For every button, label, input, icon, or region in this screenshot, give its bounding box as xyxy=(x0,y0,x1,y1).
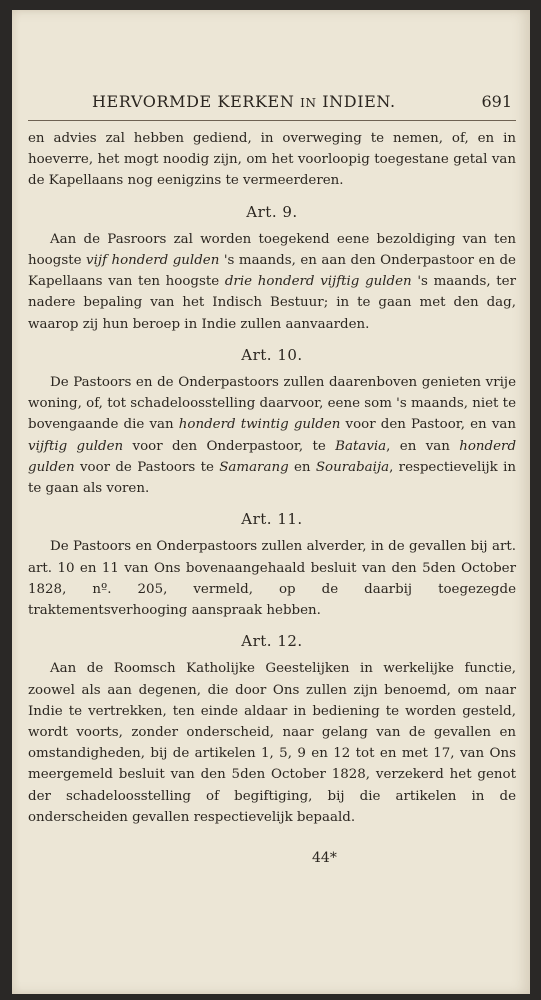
body-text xyxy=(28,128,516,828)
italic-run: Samarang xyxy=(219,459,289,475)
page-number: 691 xyxy=(481,92,512,111)
text-run: voor den Pastoor, en van xyxy=(340,417,516,433)
text-run: voor de Pastoors te xyxy=(74,459,220,475)
text-run: en xyxy=(288,459,316,475)
text-run: Aan de Pasroors zal worden toegekend eene bezoldiging van ten hoogste xyxy=(28,231,516,269)
paragraph-continued: en advies zal hebben gediend, in overweging te nemen, of, en in hoeverre, het mogt noodig zijn, om het voorloopig toegestane getal van de Kapellaans nog eenigzins te vermeerderen. xyxy=(28,131,516,189)
title-part-1: HERVORMDE KERKEN xyxy=(92,92,295,111)
article-12-heading: Art. 12. xyxy=(241,632,303,651)
header-rule xyxy=(28,120,516,121)
running-title xyxy=(92,92,396,111)
italic-run: vijf honderd gulden xyxy=(86,253,220,269)
article-12-text: Aan de Roomsch Katholijke Geestelijken in werkelijke functie, zoowel als aan degenen, die door Ons zullen zijn benoemd, om naar Indie te vertrekken, ten einde aldaar in bediening te worden gesteld, wordt voorts, zonder onderscheid, naar gelang van de gevallen en omstandigheden, bij de artikelen 1, 5, 9 en 12 tot en met 17, van Ons meergemeld besluit van den 5den October 1828, verzekerd het genot der schadeloosstelling of begiftiging, bij die artikelen in de onderscheiden gevallen respectievelijk bepaald. xyxy=(28,661,516,825)
title-in: IN xyxy=(300,96,317,110)
article-10-text xyxy=(28,372,516,499)
article-9-heading: Art. 9. xyxy=(246,202,298,221)
italic-run: drie honderd vijftig gulden xyxy=(224,274,412,290)
text-run: 's maands, ter nadere bepaling van het Indisch Bestuur; in te gaan met den dag, waarop zij hun beroep in Indie zullen aanvaarden. xyxy=(28,274,516,332)
text-run: , respectievelijk in te gaan als voren. xyxy=(28,459,517,497)
running-header xyxy=(92,92,512,118)
article-11-text: De Pastoors en Onderpastoors zullen alverder, in de gevallen bij art. art. 10 en 11 van Ons bovenaangehaald besluit van den 5den October 1828, nº. 205, vermeld, op de daarbij toegezegde traktementsverhooging aanspraak hebben. xyxy=(28,539,516,619)
article-11-heading: Art. 11. xyxy=(241,510,303,529)
italic-run: honderd twintig gulden xyxy=(178,417,341,433)
italic-run: Batavia xyxy=(335,438,387,454)
text-run: , en van xyxy=(386,438,460,454)
article-10-heading: Art. 10. xyxy=(241,345,303,364)
italic-run: honderd gulden xyxy=(28,438,517,475)
italic-run: vijftig gulden xyxy=(28,438,124,454)
text-run: voor den Onderpastoor, te xyxy=(123,438,336,454)
title-part-2: INDIEN. xyxy=(322,92,396,111)
signature-mark: 44* xyxy=(312,850,337,866)
article-9-text xyxy=(28,229,516,335)
italic-run: Sourabaija xyxy=(315,459,390,475)
text-run: 's maands, en aan den Onderpastoor en de Kapellaans van ten hoogste xyxy=(28,253,516,290)
book-page xyxy=(12,10,530,994)
text-run: De Pastoors en de Onderpastoors zullen daarenboven genieten vrije woning, of, tot schadeloosstelling daarvoor, eene som 's maands, niet te bovengaande die van xyxy=(28,375,516,433)
